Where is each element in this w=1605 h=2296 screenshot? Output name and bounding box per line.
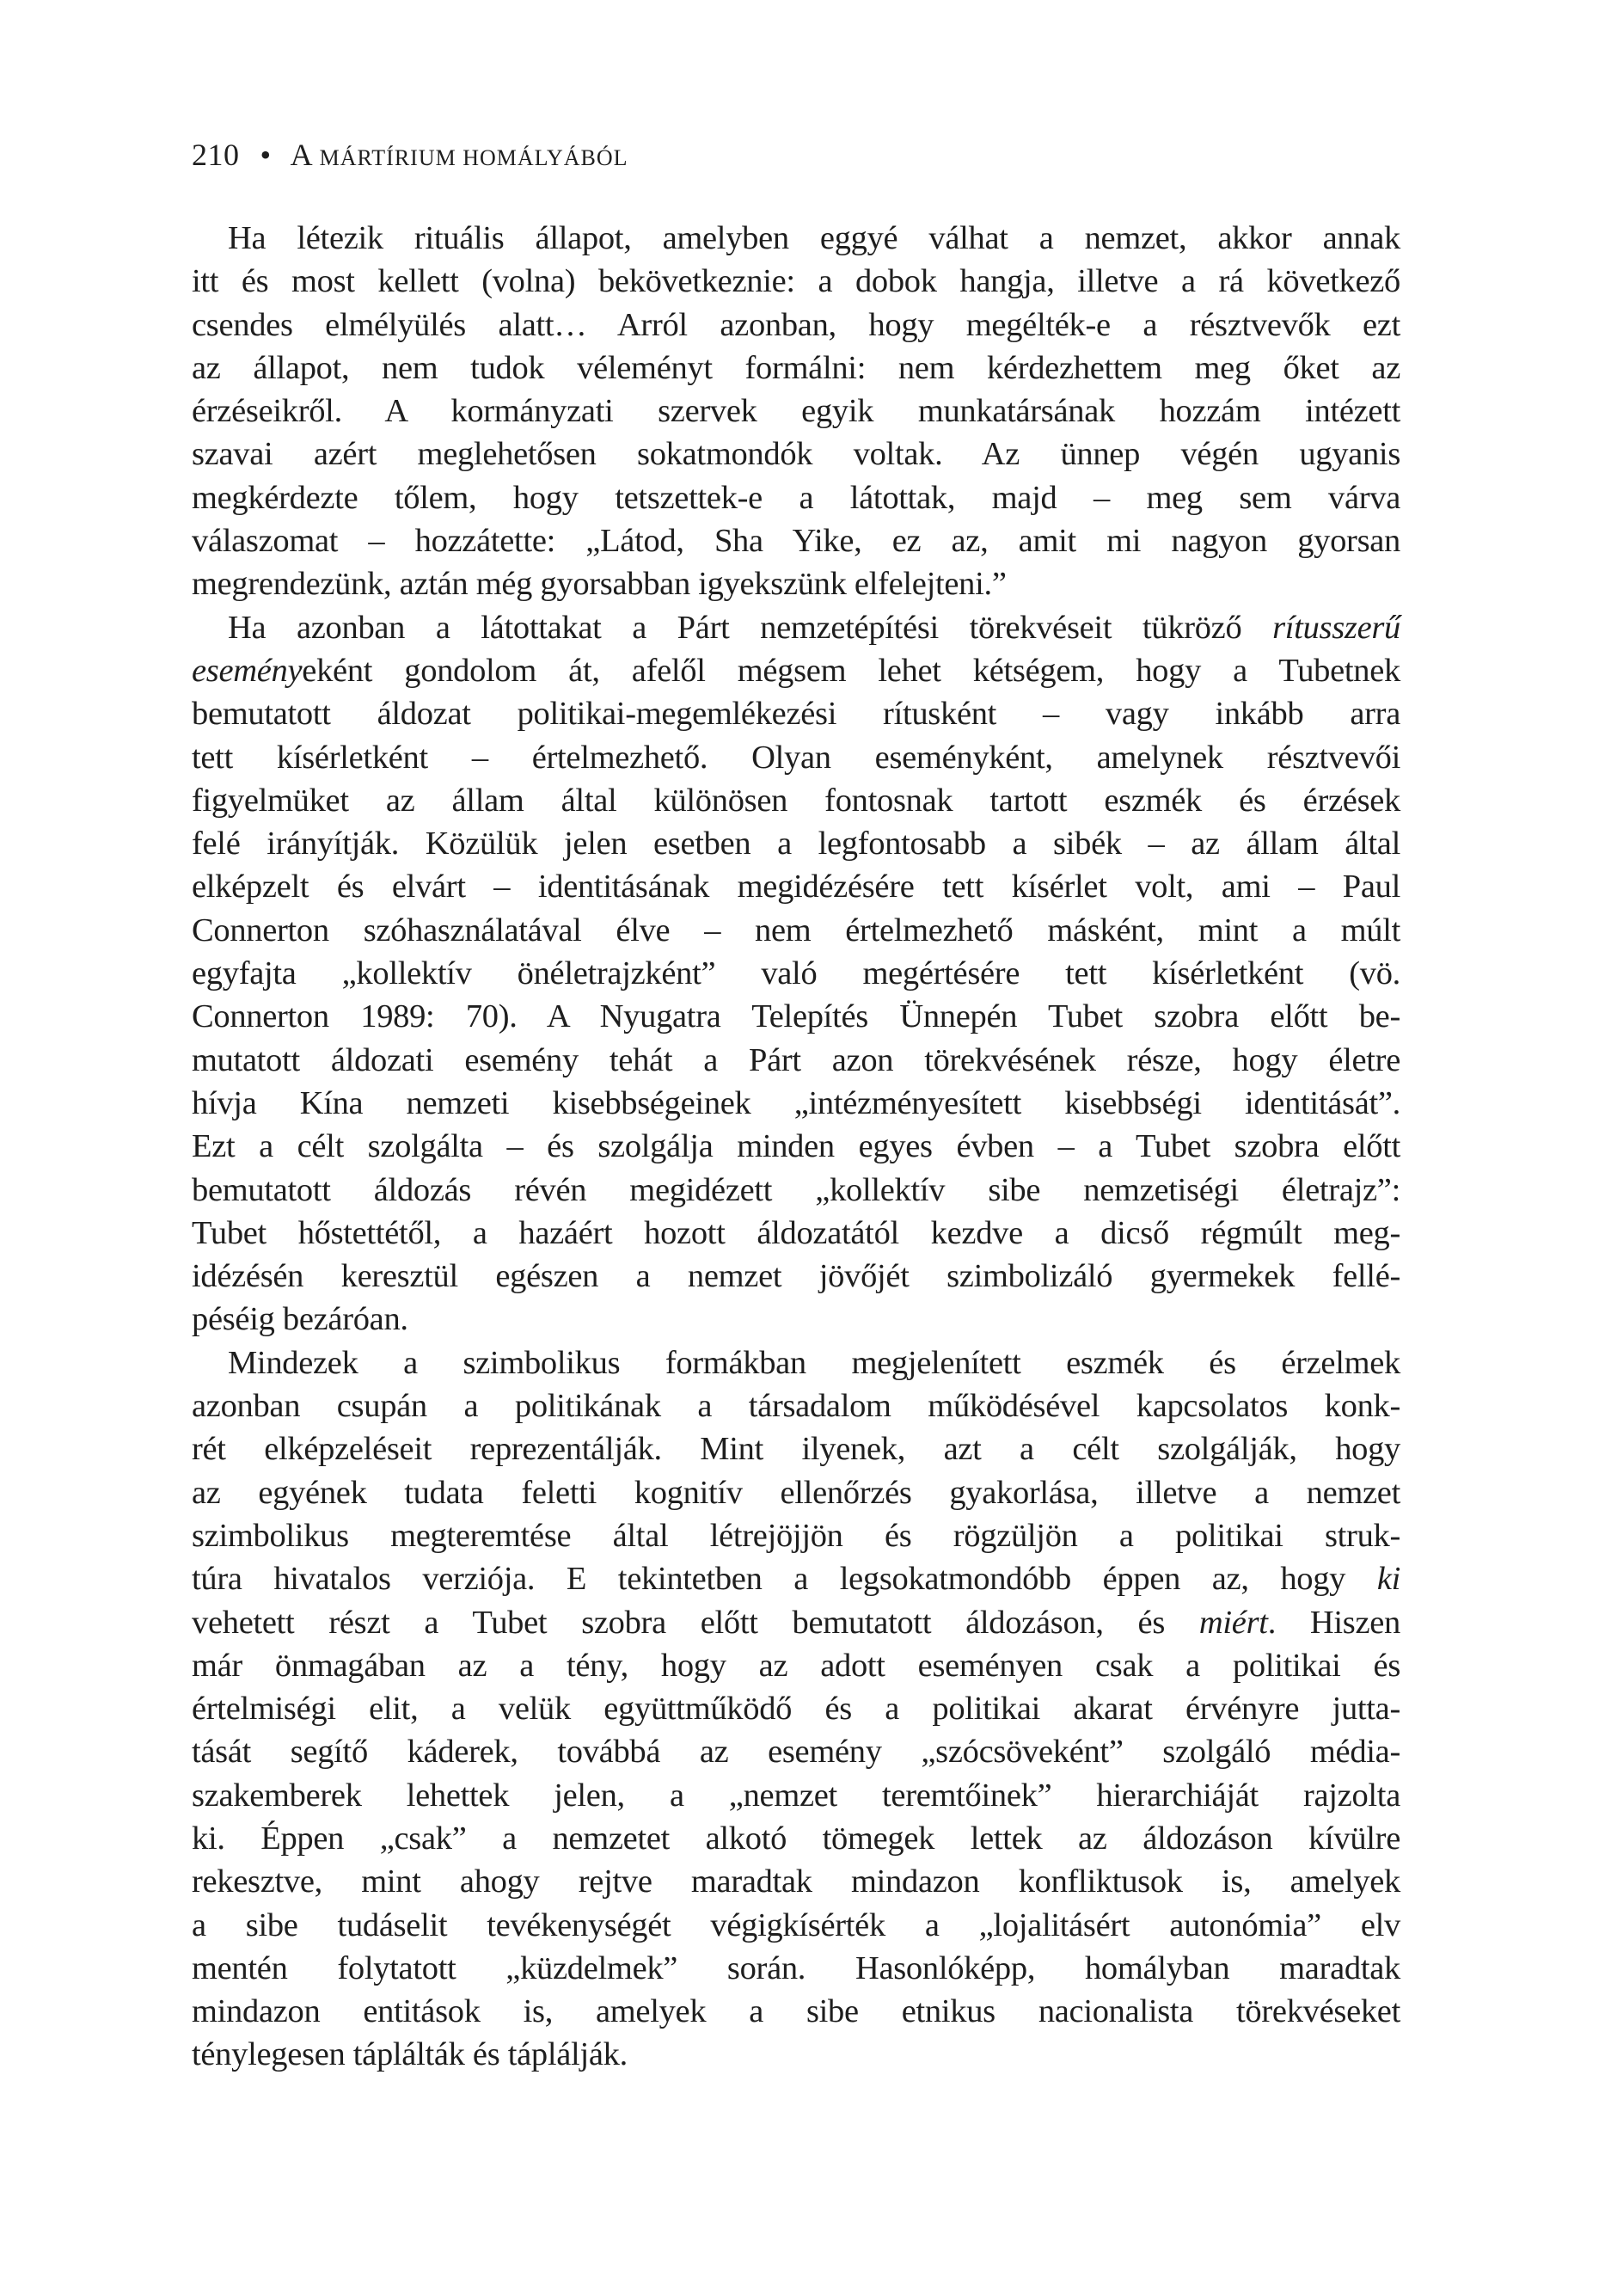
- text-run: Connerton 1989: 70). A Nyugatra Telepítés Ünnepén Tubet szobra előtt be-: [192, 998, 1400, 1035]
- text-line: [192, 1860, 1400, 1903]
- text-run: bemutatott áldozat politikai-megemlékezési rítusként – vagy inkább arra: [192, 696, 1400, 733]
- text-run: elképzelt és elvárt – identitásának megidézésére tett kísérlet volt, ami – Paul: [192, 869, 1400, 906]
- text-run: megrendezünk, aztán még gyorsabban igyekszünk elfelejteni.”: [192, 566, 1007, 603]
- text-run: válaszomat – hozzátette: „Látod, Sha Yike, ez az, amit mi nagyon gyorsan: [192, 523, 1400, 560]
- text-line: [192, 1471, 1400, 1514]
- text-line: [192, 1212, 1400, 1255]
- text-run: szimbolikus megteremtése által létrejöjjön és rögzüljön a politikai struk-: [192, 1517, 1400, 1554]
- text-run: megkérdezte tőlem, hogy tetszettek-e a látottak, majd – meg sem várva: [192, 479, 1400, 516]
- text-run: bemutatott áldozás révén megidézett „kollektív sibe nemzetiségi életrajz”:: [192, 1171, 1400, 1208]
- italic-text: rítusszerű: [1272, 609, 1400, 646]
- paragraph: [192, 1341, 1400, 2077]
- text-line: [192, 476, 1400, 519]
- text-line: [192, 649, 1400, 692]
- text-run: tett kísérletként – értelmezhető. Olyan eseményként, amelynek résztvevői: [192, 739, 1400, 776]
- text-line: [192, 1255, 1400, 1298]
- text-line: [192, 1427, 1400, 1470]
- text-run: mindazon entitások is, amelyek a sibe etnikus nacionalista törekvéseket: [192, 1993, 1400, 2030]
- text-line: [192, 692, 1400, 735]
- text-line: [192, 217, 1400, 260]
- italic-text: miért: [1198, 1604, 1268, 1641]
- text-line: [192, 519, 1400, 562]
- text-run: felé irányítják. Közülük jelen esetben a legfontosabb a sibék – az állam által: [192, 826, 1400, 863]
- text-line: [192, 736, 1400, 779]
- text-run: ki. Éppen „csak” a nemzetet alkotó tömegek lettek az áldozáson kívülre: [192, 1820, 1400, 1857]
- text-line: [192, 260, 1400, 303]
- paragraph: [192, 217, 1400, 606]
- text-run: Connerton szóhasználatával élve – nem értelmezhető másként, mint a múlt: [192, 912, 1400, 948]
- text-run: értelmiségi elit, a velük együttműködő és a politikai akarat érvényre jutta-: [192, 1691, 1400, 1728]
- text-run: figyelmüket az állam által különösen fontosnak tartott eszmék és érzések: [192, 782, 1400, 819]
- text-run: az egyének tudata feletti kognitív ellenőrzés gyakorlása, illetve a nemzet: [192, 1474, 1400, 1511]
- text-line: [192, 1514, 1400, 1557]
- text-run: Ha létezik rituális állapot, amelyben eggyé válhat a nemzet, akkor annak: [228, 220, 1400, 256]
- text-run: rét elképzeléseit reprezentálják. Mint ilyenek, azt a célt szolgálják, hogy: [192, 1431, 1400, 1468]
- text-run: Mindezek a szimbolikus formákban megjelenített eszmék és érzelmek: [228, 1344, 1400, 1381]
- text-line: [192, 909, 1400, 952]
- text-line: [192, 779, 1400, 822]
- text-line: [192, 1039, 1400, 1082]
- paragraph: [192, 606, 1400, 1341]
- text-line: [192, 2033, 1400, 2076]
- text-line: [192, 865, 1400, 908]
- text-line: [192, 952, 1400, 995]
- page-number: 210: [192, 138, 240, 172]
- text-run: ténylegesen táplálták és táplálják.: [192, 2036, 628, 2073]
- text-run: péséig bezáróan.: [192, 1301, 408, 1338]
- text-line: [192, 1774, 1400, 1817]
- text-run: már önmagában az a tény, hogy az adott eseményen csak a politikai és: [192, 1647, 1400, 1684]
- text-run: a sibe tudáselit tevékenységét végigkísérték a „lojalitásért autonómia” elv: [192, 1906, 1400, 1943]
- text-run: Ha azonban a látottakat a Párt nemzetépítési törekvéseit tükröző: [228, 609, 1273, 646]
- text-line: [192, 1169, 1400, 1212]
- text-line: [192, 1341, 1400, 1384]
- text-run: csendes elmélyülés alatt… Arról azonban, hogy megélték-e a résztvevők ezt: [192, 306, 1400, 343]
- text-line: [192, 822, 1400, 865]
- running-title-initial: A: [290, 138, 312, 172]
- text-run: szavai azért meglehetősen sokatmondók voltak. Az ünnep végén ugyanis: [192, 436, 1400, 473]
- italic-text: esemény: [192, 652, 303, 689]
- text-line: [192, 1644, 1400, 1687]
- text-line: [192, 995, 1400, 1038]
- text-line: [192, 1601, 1400, 1644]
- text-line: [192, 433, 1400, 476]
- text-line: [192, 1125, 1400, 1168]
- running-head: [192, 138, 628, 175]
- body-text: [192, 217, 1400, 2077]
- text-run: mutatott áldozati esemény tehát a Párt azon törekvésének része, hogy életre: [192, 1041, 1400, 1078]
- text-run: érzéseikről. A kormányzati szervek egyik munkatársának hozzám intézett: [192, 393, 1400, 430]
- text-run: eként gondolom át, afelől mégsem lehet kétségem, hogy a Tubetnek: [302, 652, 1400, 689]
- text-line: [192, 606, 1400, 649]
- text-line: [192, 1298, 1400, 1341]
- text-run: túra hivatalos verziója. E tekintetben a legsokatmondóbb éppen az, hogy: [192, 1561, 1377, 1598]
- text-run: egyfajta „kollektív önéletrajzként” való megértésére tett kísérletként (vö.: [192, 955, 1400, 992]
- text-line: [192, 304, 1400, 347]
- italic-text: ki: [1376, 1561, 1400, 1598]
- text-run: vehetett részt a Tubet szobra előtt bemutatott áldozáson, és: [192, 1604, 1199, 1641]
- text-run: Ezt a célt szolgálta – és szolgálja minden egyes évben – a Tubet szobra előtt: [192, 1128, 1400, 1165]
- text-line: [192, 390, 1400, 433]
- text-run: idézésén keresztül egészen a nemzet jövőjét szimbolizáló gyermekek fellé-: [192, 1258, 1400, 1295]
- text-run: azonban csupán a politikának a társadalom működésével kapcsolatos konk-: [192, 1388, 1400, 1425]
- text-line: [192, 562, 1400, 605]
- text-line: [192, 1384, 1400, 1427]
- text-run: . Hiszen: [1267, 1604, 1401, 1641]
- text-run: mentén folytatott „küzdelmek” során. Hasonlóképp, homályban maradtak: [192, 1949, 1400, 1986]
- separator-bullet-icon: •: [260, 138, 272, 172]
- text-line: [192, 1947, 1400, 1990]
- running-title: [291, 138, 628, 172]
- text-run: Tubet hőstettétől, a hazáért hozott áldozatától kezdve a dicső régmúlt meg-: [192, 1214, 1400, 1251]
- text-run: az állapot, nem tudok véleményt formálni: nem kérdezhettem meg őket az: [192, 349, 1400, 386]
- text-run: tását segítő káderek, továbbá az esemény „szócsöveként” szolgáló média-: [192, 1734, 1400, 1771]
- text-run: szakemberek lehettek jelen, a „nemzet teremtőinek” hierarchiáját rajzolta: [192, 1777, 1400, 1814]
- text-line: [192, 347, 1400, 390]
- text-run: itt és most kellett (volna) bekövetkeznie: a dobok hangja, illetve a rá következő: [192, 263, 1400, 300]
- text-run: rekesztve, mint ahogy rejtve maradtak mindazon konfliktusok is, amelyek: [192, 1863, 1400, 1900]
- text-line: [192, 1817, 1400, 1860]
- text-run: hívja Kína nemzeti kisebbségeinek „intézményesített kisebbségi identitását”.: [192, 1084, 1400, 1121]
- text-line: [192, 1557, 1400, 1600]
- running-title-rest: MÁRTÍRIUM HOMÁLYÁBÓL: [319, 145, 628, 170]
- text-line: [192, 1990, 1400, 2033]
- text-line: [192, 1082, 1400, 1125]
- text-line: [192, 1687, 1400, 1730]
- text-line: [192, 1904, 1400, 1947]
- text-line: [192, 1730, 1400, 1773]
